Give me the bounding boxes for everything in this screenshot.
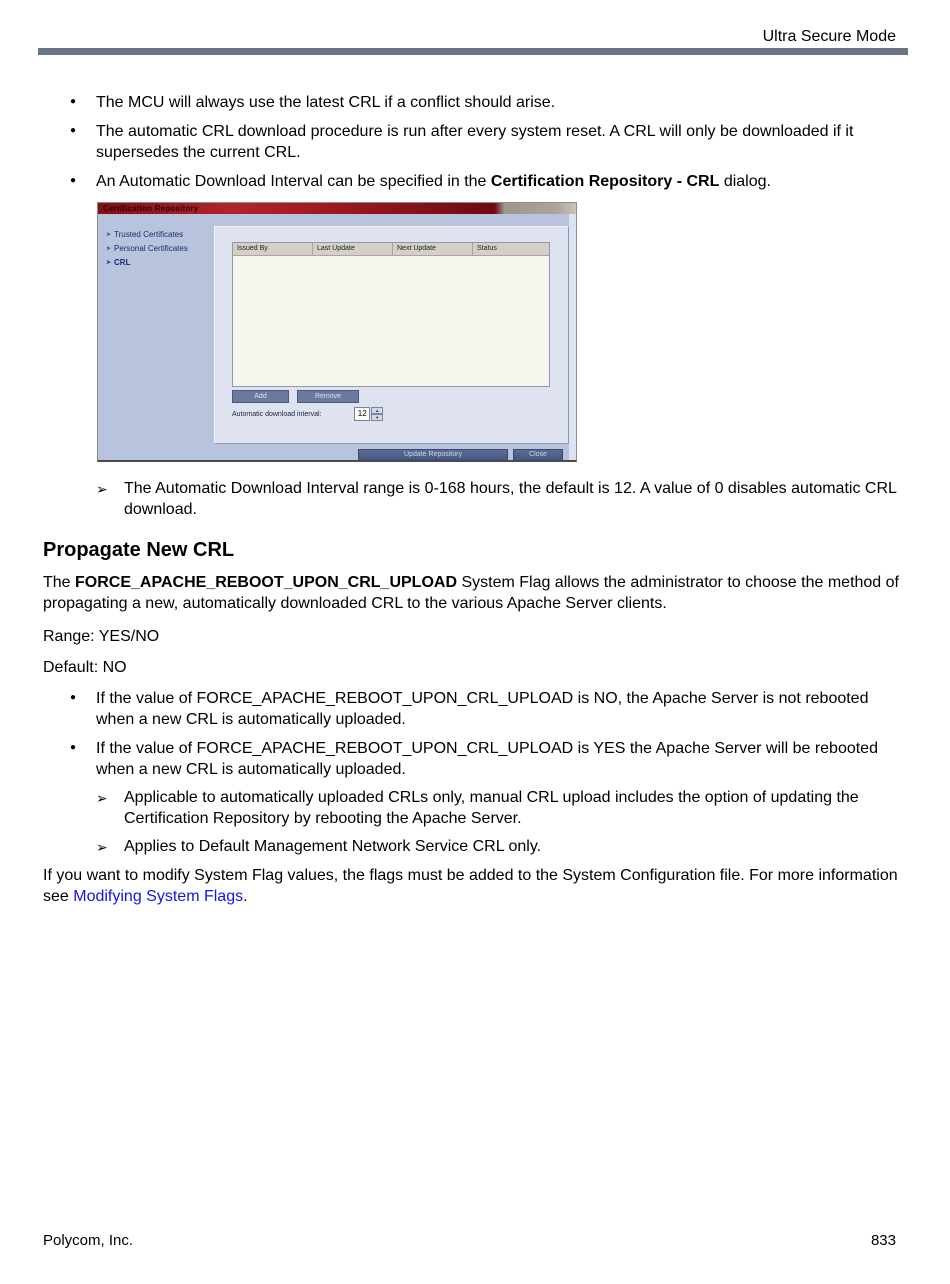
sidebar-item-label: Personal Certificates [114, 244, 188, 253]
note-text: The Automatic Download Interval range is 0-168 hours, the default is 12. A value of 0 disables automatic CRL download. [124, 480, 897, 518]
bullet-text: The automatic CRL download procedure is run after every system reset. A CRL will only be downloaded if it supersedes the current CRL. [96, 123, 854, 161]
bullet-text: If the value of FORCE_APACHE_REBOOT_UPON_CRL_UPLOAD is NO, the Apache Server is not rebooted when a new CRL is automatically uploaded. [96, 690, 869, 728]
certification-repository-dialog-screenshot [97, 202, 577, 462]
arrow-bullet-icon: ➢ [96, 790, 108, 806]
bullet-item-flag-no [43, 688, 909, 730]
column-header-status[interactable]: Status [477, 245, 497, 252]
header-rule [38, 48, 908, 55]
dialog-content-panel [214, 226, 569, 444]
crl-table [232, 242, 550, 387]
page-header [43, 28, 896, 46]
note-applicable-auto-upload [43, 787, 909, 829]
paragraph-text-post: System Flag allows the administrator to choose the method of propagating a new, automatically downloaded CRL to the various Apache Server clients. [43, 574, 899, 612]
bullet-icon: ● [70, 125, 77, 136]
page-content [43, 92, 909, 907]
interval-label: Automatic download interval: [232, 411, 322, 418]
page-footer [43, 1232, 896, 1249]
note-applies-default-network [43, 836, 909, 857]
bullet-text: If the value of FORCE_APACHE_REBOOT_UPON_CRL_UPLOAD is YES the Apache Server will be rebooted when a new CRL is automatically uploaded. [96, 740, 878, 778]
note-text: Applies to Default Management Network Service CRL only. [124, 838, 542, 855]
bullet-icon: ● [70, 692, 77, 703]
sidebar-item-label: CRL [114, 258, 131, 267]
paragraph-text-pre: If you want to modify System Flag values, the flags must be added to the System Configuration file. For more information see [43, 867, 898, 905]
column-header-last-update[interactable]: Last Update [313, 243, 393, 255]
crl-table-body-empty [233, 256, 549, 386]
bullet-text-pre: An Automatic Download Interval can be specified in the [96, 173, 491, 190]
bullet-text-post: dialog. [719, 173, 771, 190]
bullet-icon: ● [70, 175, 77, 186]
column-header-next-update[interactable]: Next Update [393, 243, 473, 255]
note-interval-range [43, 478, 909, 520]
arrow-bullet-icon: ➢ [96, 481, 108, 497]
close-button[interactable]: Close [513, 449, 563, 461]
bullet-item-flag-yes [43, 738, 909, 780]
arrow-right-icon: ➤ [106, 246, 112, 252]
header-title: Ultra Secure Mode [762, 28, 896, 45]
bullet-icon: ● [70, 742, 77, 753]
spin-up-icon[interactable]: ▲ [371, 407, 383, 414]
sidebar-item-label: Trusted Certificates [114, 230, 184, 239]
arrow-right-icon: ➤ [106, 232, 112, 238]
interval-value[interactable]: 12 [354, 407, 370, 421]
paragraph-modify-system-flags [43, 865, 909, 907]
crl-table-header [233, 243, 549, 256]
arrow-bullet-icon: ➢ [96, 839, 108, 855]
system-flag-name: FORCE_APACHE_REBOOT_UPON_CRL_UPLOAD [75, 574, 457, 591]
dialog-right-edge [569, 214, 576, 460]
sidebar-item-personal-certificates[interactable] [106, 244, 210, 254]
interval-spinner[interactable] [354, 407, 383, 421]
footer-page-number: 833 [870, 1232, 896, 1249]
remove-button[interactable]: Remove [297, 390, 359, 403]
note-text: Applicable to automatically uploaded CRLs only, manual CRL upload includes the option of updating the Certification Repository by rebooting the Apache Server. [124, 789, 859, 827]
arrow-right-icon: ➤ [106, 260, 112, 266]
column-header-issued-by[interactable]: Issued By [233, 243, 313, 255]
sidebar-item-trusted-certificates[interactable] [106, 230, 210, 240]
modifying-system-flags-link[interactable]: Modifying System Flags [73, 888, 244, 905]
bullet-item-interval-dialog [43, 171, 909, 192]
paragraph-force-apache-flag [43, 572, 909, 614]
footer-company: Polycom, Inc. [43, 1232, 134, 1249]
bullet-text-bold: Certification Repository - CRL [490, 173, 720, 190]
bullet-item-auto-download [43, 121, 909, 163]
paragraph-text-post: . [243, 888, 248, 905]
paragraph-text-pre: The [43, 574, 76, 591]
default-line: Default: NO [43, 659, 127, 676]
add-button[interactable]: Add [232, 390, 289, 403]
sidebar-item-crl[interactable] [106, 258, 210, 268]
spin-down-icon[interactable]: ▼ [371, 414, 383, 421]
range-line: Range: YES/NO [43, 628, 160, 645]
bullet-text: The MCU will always use the latest CRL if a conflict should arise. [96, 94, 556, 111]
section-heading-propagate-new-crl: Propagate New CRL [43, 539, 235, 561]
bullet-item-mcu-latest-crl [43, 92, 909, 113]
dialog-title: Certification Repository [103, 204, 199, 213]
update-repository-button[interactable]: Update Repository [358, 449, 508, 461]
dialog-titlebar[interactable] [98, 203, 576, 214]
bullet-icon: ● [70, 96, 77, 107]
